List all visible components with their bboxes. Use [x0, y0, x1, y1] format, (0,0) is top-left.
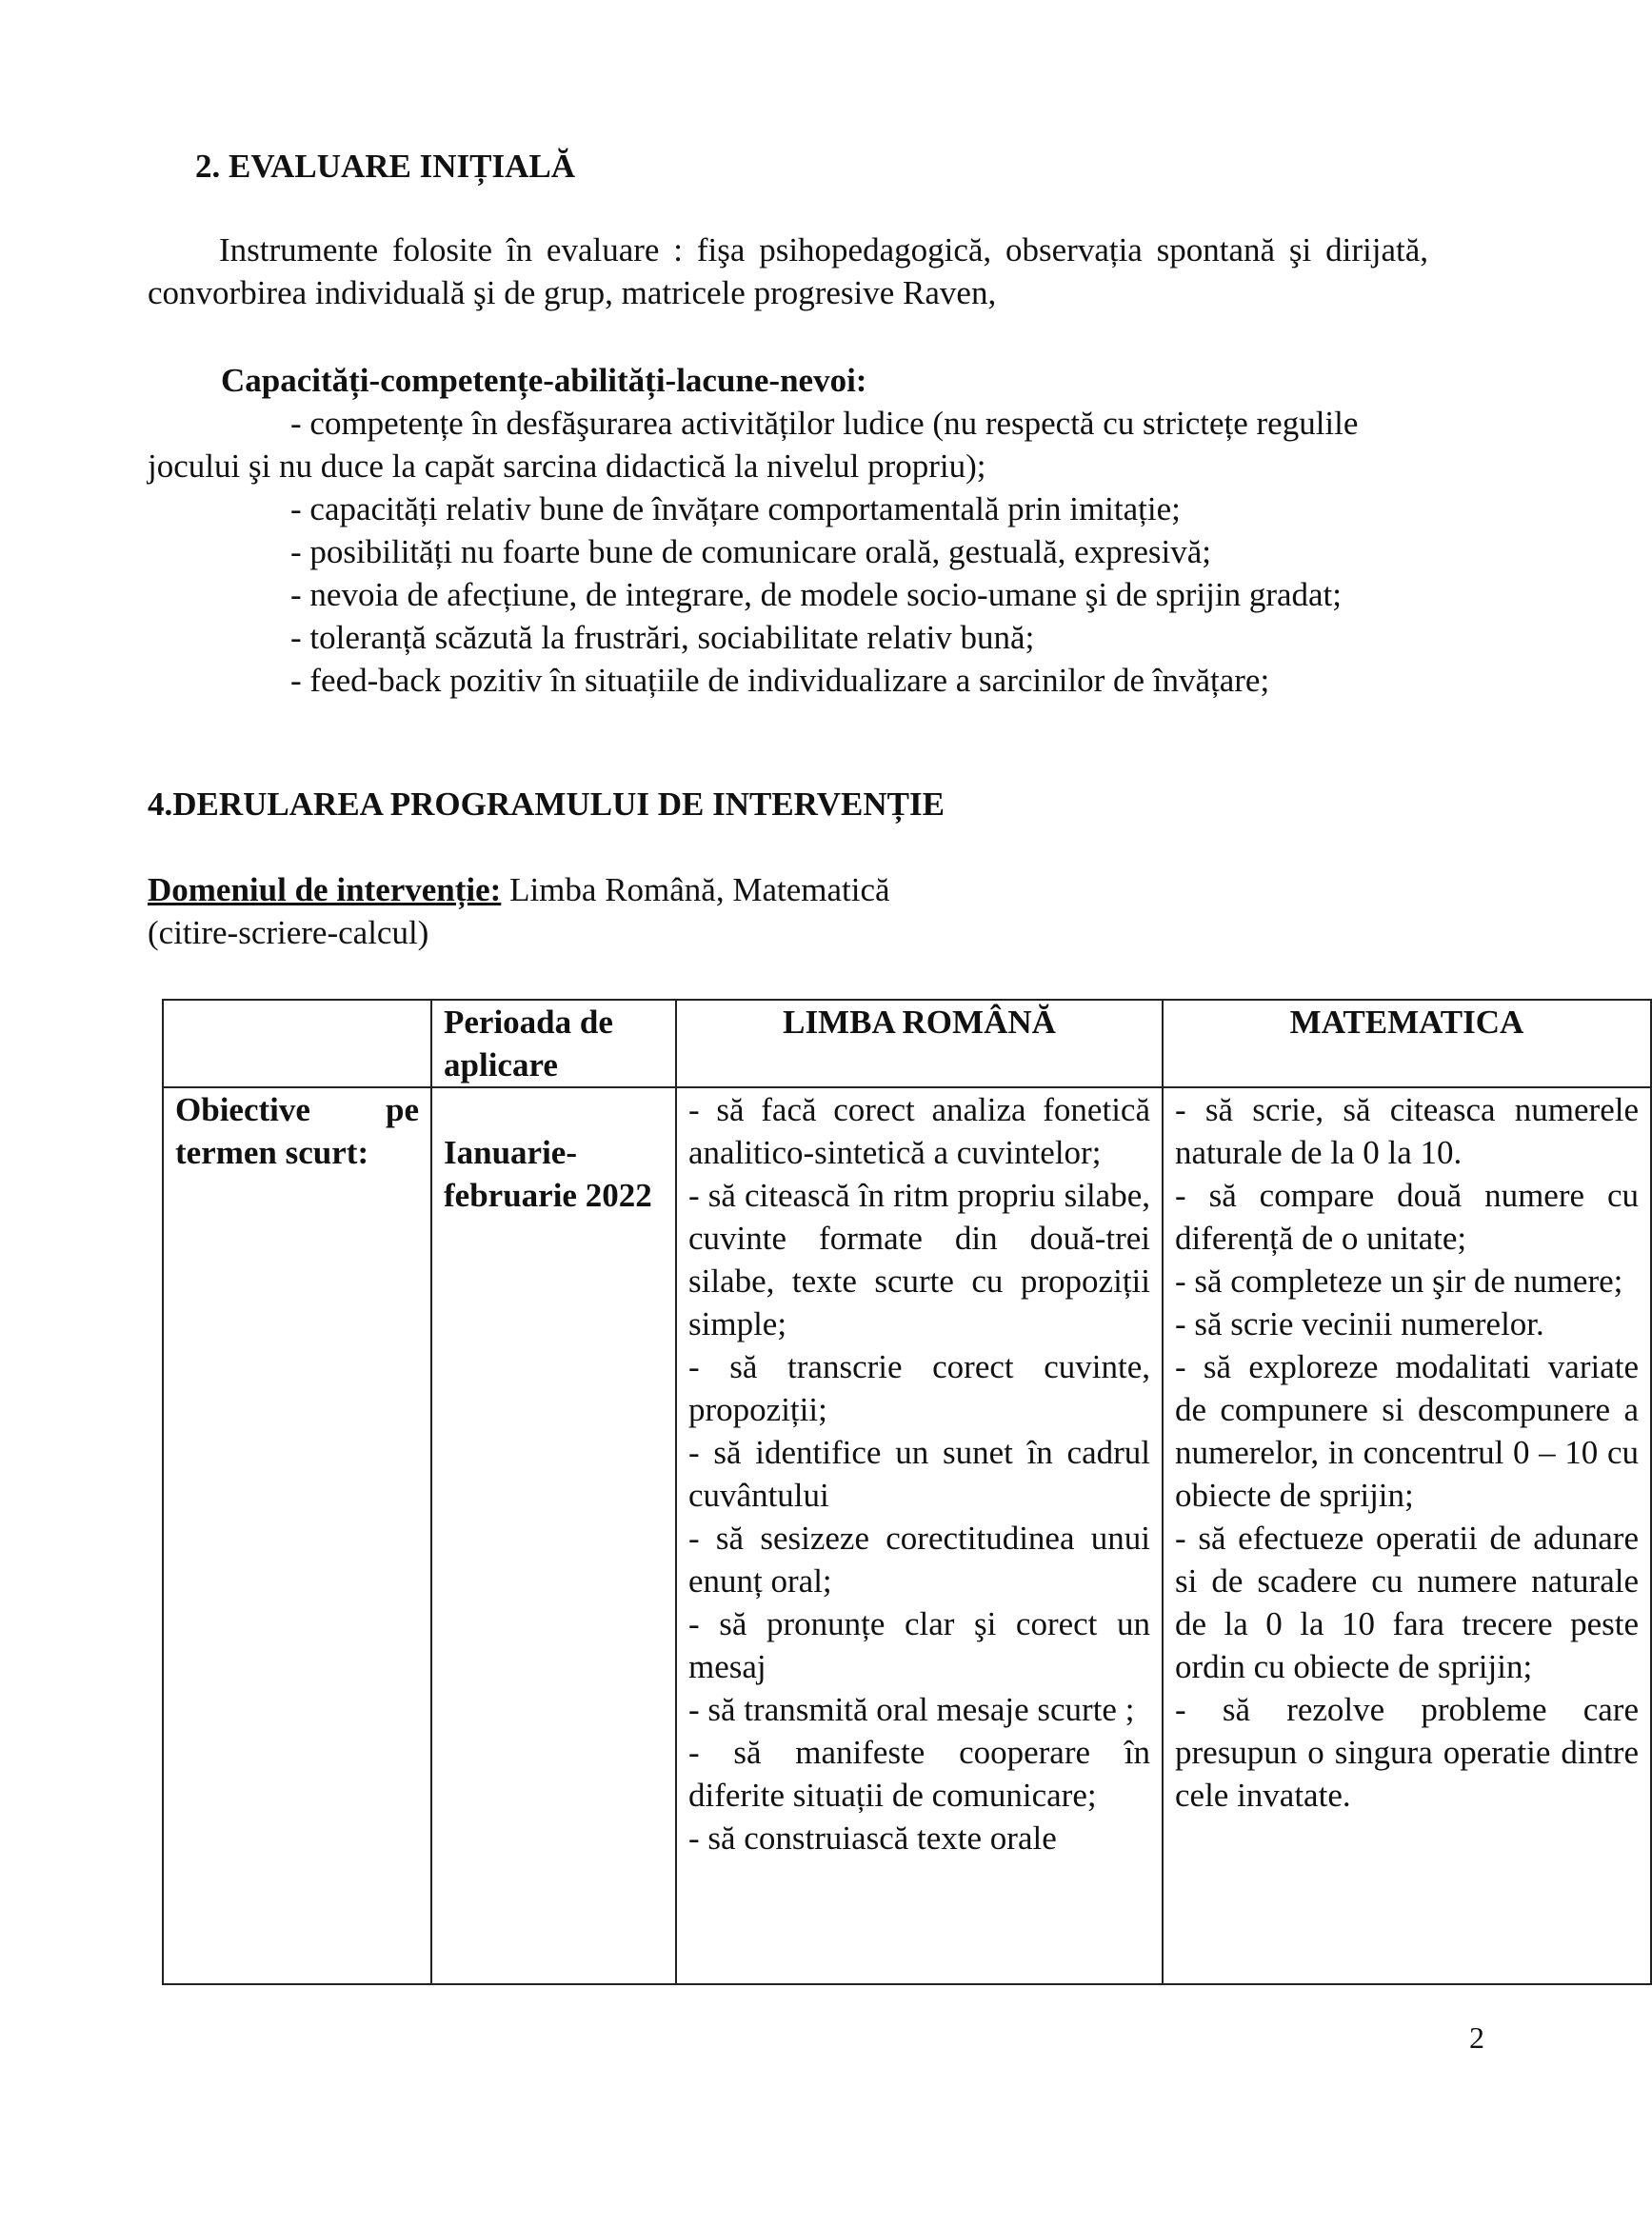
list-item: - feed-back pozitiv în situațiile de individualizare a sarcinilor de învățare; — [290, 662, 1270, 699]
list-item: - să efectueze operatii de adunare si de scadere cu numere naturale de la 0 la 10 fara trecere peste ordin cu obiecte de sprijin; — [1175, 1520, 1639, 1685]
matematica-cell — [1163, 1087, 1651, 1984]
header-cell-period: Perioada de aplicare — [431, 1000, 676, 1087]
list-item: - să sesizeze corectitudinea unui enunț oral; — [688, 1520, 1150, 1600]
list-item: - toleranță scăzută la frustrări, sociabilitate relativ bună; — [290, 619, 1035, 656]
list-item: - să scrie vecinii numerelor. — [1175, 1305, 1544, 1342]
capacities-list — [290, 487, 1342, 702]
list-item: - să pronunțe clar şi corect un mesaj — [688, 1605, 1150, 1685]
list-item: - să transcrie corect cuvinte, propoziții; — [688, 1348, 1150, 1428]
objective-cell: Obiective pe termen scurt: — [163, 1087, 431, 1984]
list-item: - să identifice un sunet în cadrul cuvântului — [688, 1434, 1150, 1514]
list-item: - să exploreze modalitati variate de compunere si descompunere a numerelor, in concentrul 0 – 10 cu obiecte de sprijin; — [1175, 1348, 1639, 1514]
list-item: - să rezolve probleme care presupun o singura operatie dintre cele invatate. — [1175, 1691, 1639, 1814]
table-header-row — [163, 1000, 1651, 1087]
domain-subtitle: (citire-scriere-calcul) — [148, 914, 429, 951]
list-item: - capacități relativ bune de învățare comportamentală prin imitație; — [290, 490, 1181, 527]
capacities-heading: Capacități-competențe-abilități-lacune-nevoi: — [221, 362, 867, 399]
list-item: - să manifeste cooperare în diferite situații de comunicare; — [688, 1734, 1150, 1814]
header-cell-romana: LIMBA ROMÂNĂ — [676, 1000, 1163, 1087]
list-item: - să compare două numere cu diferență de o unitate; — [1175, 1177, 1639, 1257]
section-4-title: 4.DERULAREA PROGRAMULUI DE INTERVENȚIE — [148, 785, 945, 823]
list-item: - să transmită oral mesaje scurte ; — [688, 1691, 1135, 1728]
list-item: - să completeze un şir de numere; — [1175, 1263, 1623, 1300]
list-item: - posibilități nu foarte bune de comunicare orală, gestuală, expresivă; — [290, 533, 1211, 570]
domain-label: Domeniul de intervenție: — [148, 871, 502, 908]
section-2-title: 2. EVALUARE INIȚIALĂ — [195, 148, 576, 185]
header-cell-empty — [163, 1000, 431, 1087]
header-cell-matematica: MATEMATICA — [1163, 1000, 1651, 1087]
list-item: - să facă corect analiza fonetică analitico-sintetică a cuvintelor; — [688, 1091, 1150, 1171]
instruments-paragraph — [148, 229, 1428, 314]
page-number: 2 — [1469, 2020, 1484, 2055]
capacities-first-line: - competențe în desfăşurarea activităților ludice (nu respectă cu strictețe regulile — [290, 405, 1359, 442]
table-row — [163, 1087, 1651, 1984]
list-item: - să citească în ritm propriu silabe, cuvinte formate din două-trei silabe, texte scurte cu propoziții simple; — [688, 1177, 1150, 1342]
list-item: - să scrie, să citeasca numerele naturale de la 0 la 10. — [1175, 1091, 1639, 1171]
intervention-table — [162, 999, 1652, 1985]
romana-cell — [676, 1087, 1163, 1984]
period-cell: Ianuarie-februarie 2022 — [431, 1087, 676, 1984]
capacities-first-continuation: jocului şi nu duce la capăt sarcina didactică la nivelul propriu); — [148, 447, 986, 485]
list-item: - să construiască texte orale — [688, 1819, 1057, 1857]
instruments-text: Instrumente folosite în evaluare : fişa psihopedagogică, observația spontană şi dirijată, convorbirea individuală şi de grup, matricele progresive Raven, — [148, 231, 1428, 311]
domain-line — [148, 868, 890, 911]
list-item: - nevoia de afecțiune, de integrare, de modele socio-umane şi de sprijin gradat; — [290, 576, 1343, 613]
domain-value: Limba Română, Matematică — [501, 871, 890, 908]
